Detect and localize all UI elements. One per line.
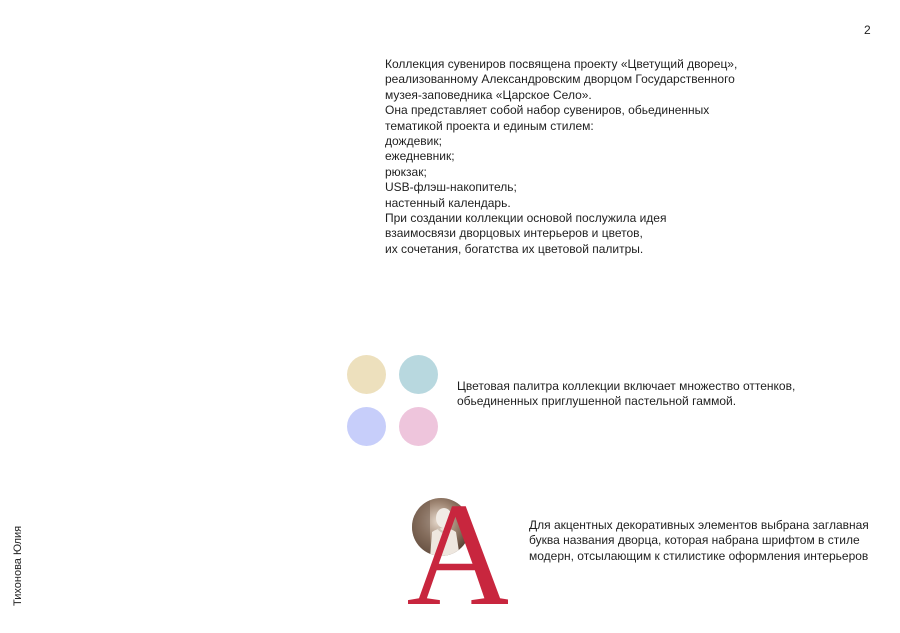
accent-line: модерн, отсылающим к стилистике оформления интерьеров	[529, 548, 869, 563]
intro-line: Коллекция сувениров посвящена проекту «Цветущий дворец»,	[385, 57, 738, 71]
accent-description	[529, 518, 879, 564]
accent-letter-illustration	[408, 488, 508, 608]
palette-swatch-lavender	[347, 407, 386, 446]
palette-line: обьединенных приглушенной пастельной гаммой.	[457, 394, 737, 409]
intro-line: дождевик;	[385, 134, 442, 149]
intro-line: При создании коллекции основой послужила идея	[385, 211, 667, 226]
palette-swatch-beige	[347, 355, 386, 394]
intro-line: ежедневник;	[385, 149, 455, 164]
palette-line: Цветовая палитра коллекции включает множество оттенков,	[457, 379, 796, 393]
intro-line: взаимосвязи дворцовых интерьеров и цветов,	[385, 226, 643, 241]
accent-letter: A	[408, 488, 508, 608]
intro-line: рюкзак;	[385, 164, 427, 179]
intro-line: тематикой проекта и единым стилем:	[385, 118, 594, 133]
intro-text	[385, 57, 785, 257]
palette-swatch-blue	[399, 355, 438, 394]
palette-swatch-pink	[399, 407, 438, 446]
palette-description	[457, 379, 817, 410]
author-name-vertical	[12, 520, 26, 606]
intro-line: Она представляет собой набор сувениров, обьединенных	[385, 103, 710, 118]
accent-line: буква названия дворца, которая набрана шрифтом в стиле	[529, 533, 860, 548]
accent-line: Для акцентных декоративных элементов выбрана заглавная	[529, 518, 869, 532]
intro-line: их сочетания, богатства их цветовой палитры.	[385, 241, 644, 256]
color-palette	[347, 355, 439, 447]
intro-line: USB-флэш-накопитель;	[385, 180, 517, 195]
author-name: Тихонова Юлия	[12, 525, 24, 606]
intro-line: музея-заповедника «Царское Село».	[385, 87, 592, 102]
intro-line: реализованному Александровским дворцом Государственного	[385, 72, 735, 87]
page-number: 2	[864, 23, 871, 37]
accent-letter-graphic	[408, 488, 508, 608]
intro-line: настенный календарь.	[385, 195, 511, 210]
